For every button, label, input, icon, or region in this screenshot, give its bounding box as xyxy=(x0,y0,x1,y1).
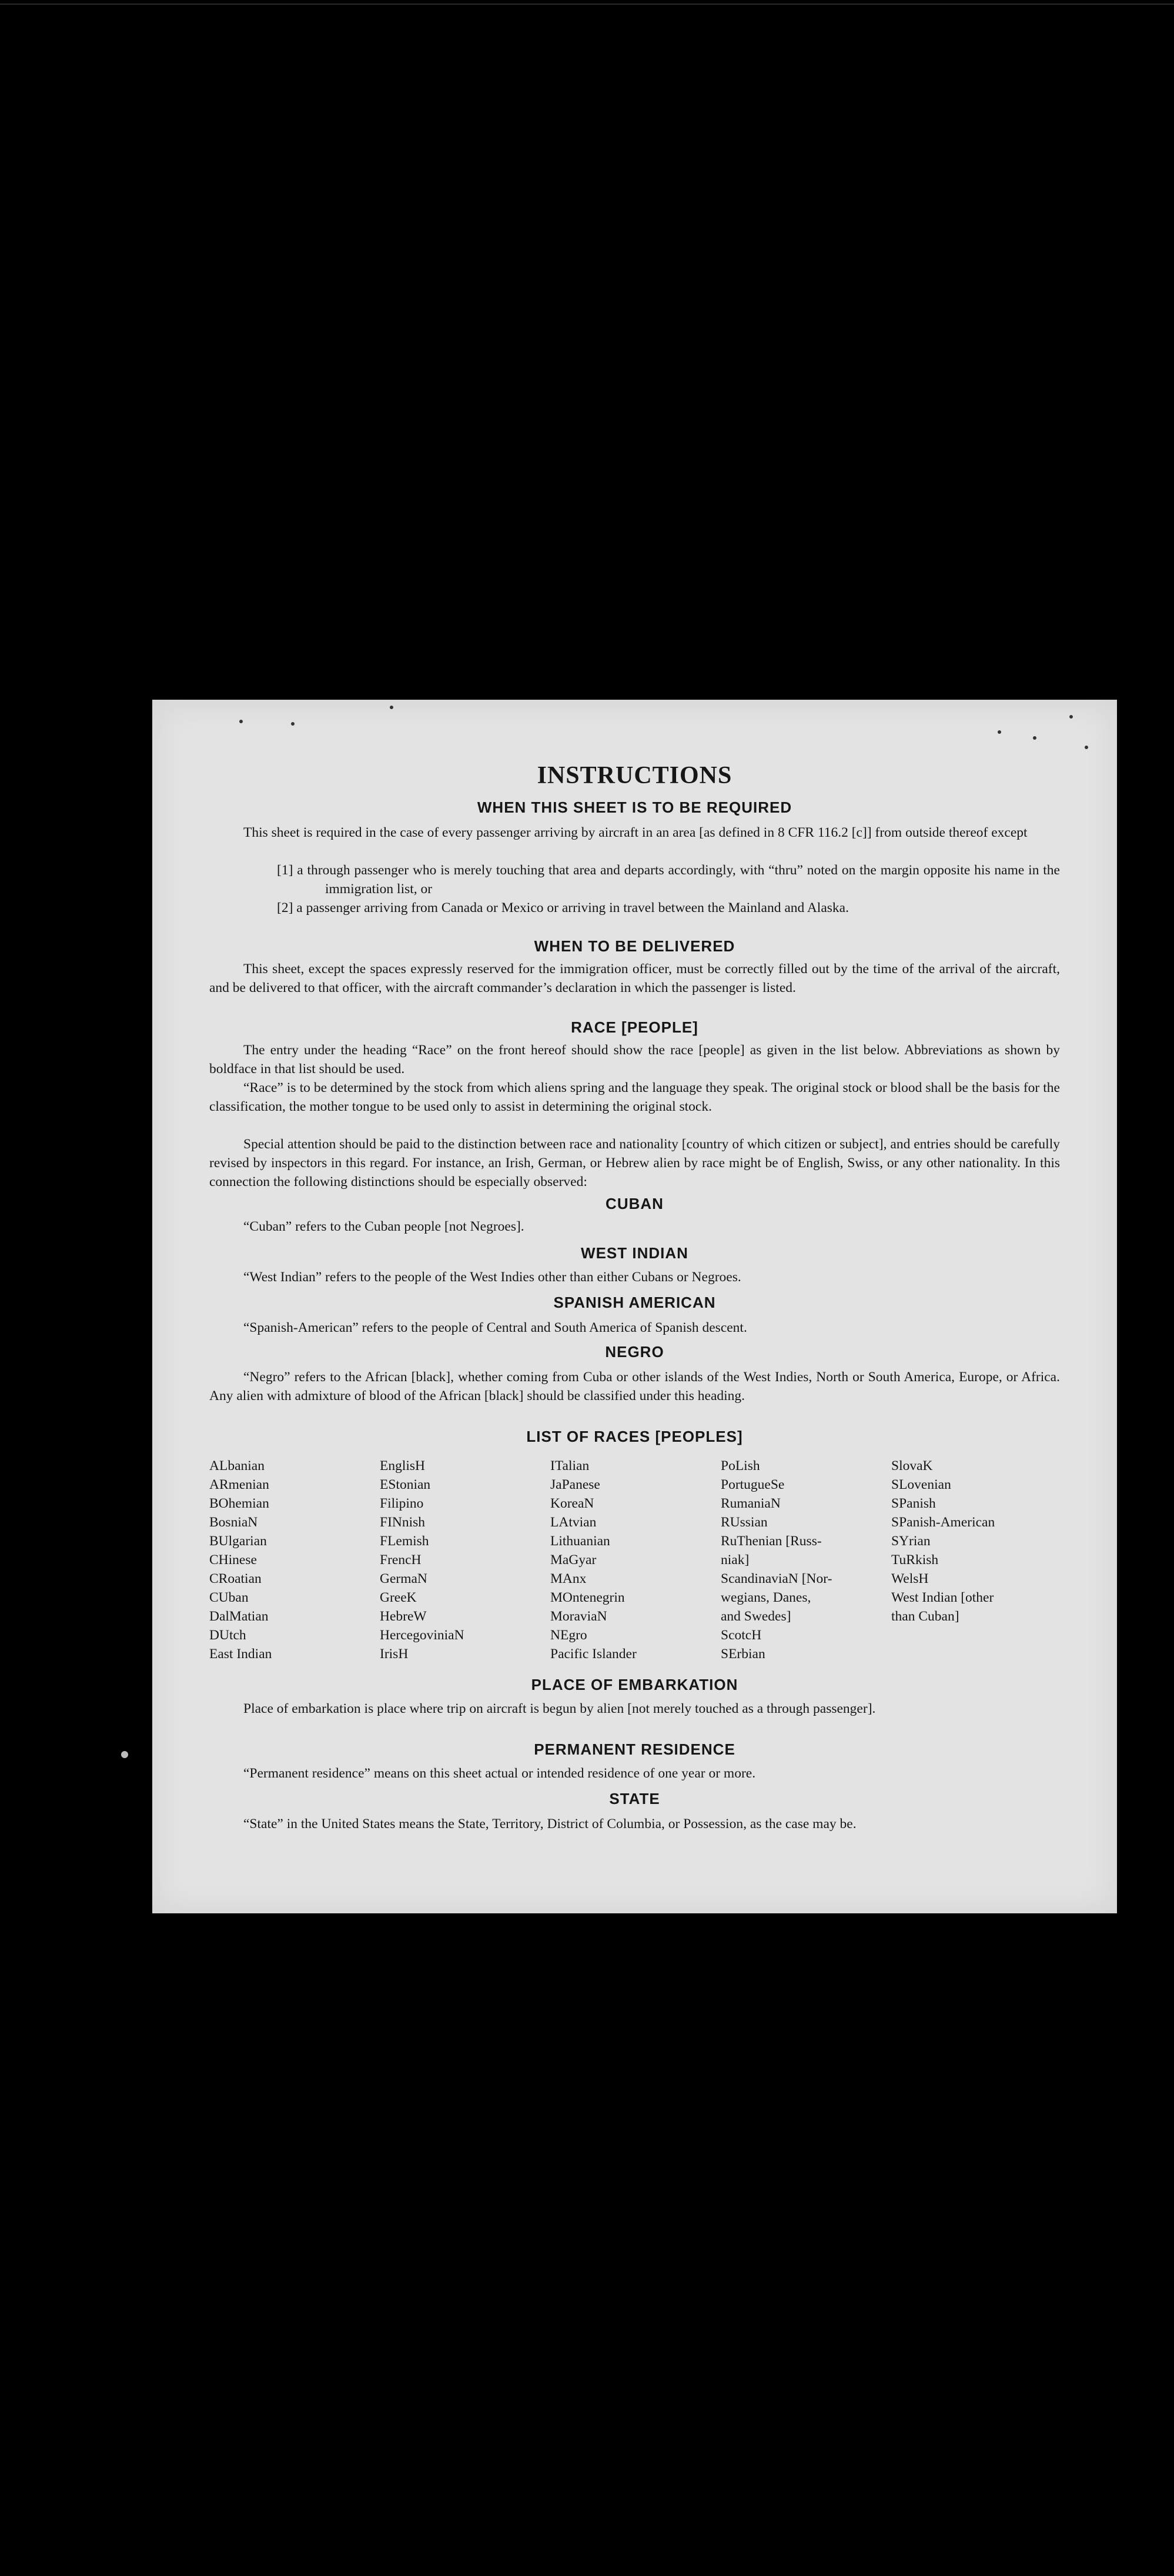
race-entry: FLemish xyxy=(380,1533,429,1549)
race-entry: Filipino xyxy=(380,1496,424,1511)
race-entry: CHinese xyxy=(209,1552,257,1568)
scan-edge-line xyxy=(0,4,1174,5)
races-column xyxy=(209,1456,380,1663)
race-entry: HercegoviniaN xyxy=(380,1628,464,1643)
race-entry: IrisH xyxy=(380,1646,409,1662)
race-entry: EnglisH xyxy=(380,1458,426,1474)
race-paragraph: Special attention should be paid to the distinction between race and nationality [country of which citizen or subject], and entries should be carefully revised by inspectors in this regard. For instance, an Irish, German, or Hebrew alien by race might be of English, Swiss, or any other nationality. In this connection the following distinctions should be especially observed: xyxy=(209,1137,1060,1190)
section-heading-race: RACE [PEOPLE] xyxy=(571,1018,698,1036)
scan-speck xyxy=(1069,715,1073,719)
race-entry: MAnx xyxy=(550,1571,587,1586)
section-heading-delivered: WHEN TO BE DELIVERED xyxy=(534,937,735,955)
race-paragraph: “Race” is to be determined by the stock from which aliens spring and the language they speak. The original stock or blood shall be the basis for the classification, the mother tongue to be used only to assist in determining the original stock. xyxy=(209,1080,1060,1114)
race-entry: LAtvian xyxy=(550,1515,597,1530)
race-entry: West Indian [other than Cuban] xyxy=(891,1590,994,1624)
race-entry: SYrian xyxy=(891,1533,931,1549)
race-entry: SPanish-American xyxy=(891,1515,995,1530)
section-heading-negro: NEGRO xyxy=(605,1343,664,1361)
negro-paragraph: “Negro” refers to the African [black], whether coming from Cuba or other islands of the West Indies, North or South America, Europe, or Africa. Any alien with admixture of blood of the African [black] should be classified under this heading. xyxy=(209,1369,1060,1404)
race-entry: RUssian xyxy=(721,1515,768,1530)
race-entry: JaPanese xyxy=(550,1477,600,1492)
race-entry: GermaN xyxy=(380,1571,427,1586)
race-entry: DalMatian xyxy=(209,1609,269,1624)
scan-speck xyxy=(239,720,243,723)
west-indian-paragraph: “West Indian” refers to the people of the West Indies other than either Cubans or Negroes. xyxy=(243,1269,741,1285)
race-entry: SLovenian xyxy=(891,1477,951,1492)
race-paragraph: The entry under the heading “Race” on the front hereof should show the race [people] as given in the list below. Abbreviations as shown by boldface in that list should be used. xyxy=(209,1043,1060,1077)
race-entry: BUlgarian xyxy=(209,1533,267,1549)
races-column xyxy=(721,1456,891,1663)
cuban-paragraph: “Cuban” refers to the Cuban people [not Negroes]. xyxy=(243,1219,524,1234)
delivered-paragraph: This sheet, except the spaces expressly reserved for the immigration officer, must be correctly filled out by the time of the arrival of the aircraft, and be delivered to that officer, with the aircraft commander’s declaration in which the passenger is listed. xyxy=(209,961,1060,995)
race-entry: CRoatian xyxy=(209,1571,262,1586)
section-heading-required: WHEN THIS SHEET IS TO BE REQUIRED xyxy=(477,798,792,816)
section-heading-spanish-american: SPANISH AMERICAN xyxy=(553,1294,716,1311)
race-entry: WelsH xyxy=(891,1571,929,1586)
exception-item: [2] a passenger arriving from Canada or Mexico or arriving in travel between the Mainland and Alaska. xyxy=(277,900,849,916)
race-entry: PoLish xyxy=(721,1458,760,1474)
race-entry: Pacific Islander xyxy=(550,1646,637,1662)
race-entry: Lithuanian xyxy=(550,1533,610,1549)
race-entry: ITalian xyxy=(550,1458,590,1474)
race-entry: BOhemian xyxy=(209,1496,269,1511)
race-entry: MOntenegrin xyxy=(550,1590,625,1605)
race-entry: ARmenian xyxy=(209,1477,269,1492)
race-entry: ScotcH xyxy=(721,1628,762,1643)
race-entry: FINnish xyxy=(380,1515,426,1530)
races-column xyxy=(891,1456,1060,1663)
race-entry: East Indian xyxy=(209,1646,272,1662)
state-paragraph: “State” in the United States means the State, Territory, District of Columbia, or Possession, as the case may be. xyxy=(243,1816,857,1832)
race-entry: DUtch xyxy=(209,1628,246,1643)
required-paragraph: This sheet is required in the case of every passenger arriving by aircraft in an area [as defined in 8 CFR 116.2 [c]] from outside thereof except xyxy=(243,825,1028,840)
race-entry: EStonian xyxy=(380,1477,431,1492)
race-entry: TuRkish xyxy=(891,1552,939,1568)
race-entry: RuThenian [Russ- niak] xyxy=(721,1533,822,1568)
section-heading-embarkation: PLACE OF EMBARKATION xyxy=(531,1676,738,1693)
section-heading-west-indian: WEST INDIAN xyxy=(581,1244,688,1262)
races-column xyxy=(380,1456,550,1663)
race-entry: GreeK xyxy=(380,1590,417,1605)
scan-speck xyxy=(390,706,393,709)
section-heading-residence: PERMANENT RESIDENCE xyxy=(534,1740,735,1758)
scan-speck xyxy=(1033,736,1036,740)
race-entry: BosniaN xyxy=(209,1515,258,1530)
exception-item: [1] a through passenger who is merely touching that area and departs accordingly, with “thru” noted on the margin opposite his name in the immigration list, or xyxy=(277,863,1060,897)
race-entry: MoraviaN xyxy=(550,1609,607,1624)
race-entry: SlovaK xyxy=(891,1458,933,1474)
race-entry: SErbian xyxy=(721,1646,765,1662)
race-entry: RumaniaN xyxy=(721,1496,781,1511)
race-entry: MaGyar xyxy=(550,1552,597,1568)
section-heading-state: STATE xyxy=(609,1790,660,1807)
race-entry: ALbanian xyxy=(209,1458,265,1474)
race-entry: NEgro xyxy=(550,1628,587,1643)
residence-paragraph: “Permanent residence” means on this sheet actual or intended residence of one year or more. xyxy=(243,1766,756,1781)
race-entry: ScandinaviaN [Nor- wegians, Danes, and Swedes] xyxy=(721,1571,832,1624)
race-entry: HebreW xyxy=(380,1609,427,1624)
race-entry: FrencH xyxy=(380,1552,422,1568)
embarkation-paragraph: Place of embarkation is place where trip on aircraft is begun by alien [not merely touched as a through passenger]. xyxy=(243,1701,876,1716)
races-table xyxy=(209,1456,1060,1663)
race-entry: PortugueSe xyxy=(721,1477,785,1492)
scan-speck xyxy=(121,1751,128,1758)
race-entry: KoreaN xyxy=(550,1496,594,1511)
page-title: INSTRUCTIONS xyxy=(537,762,733,789)
spanish-american-paragraph: “Spanish-American” refers to the people of Central and South America of Spanish descent. xyxy=(243,1320,747,1335)
scan-speck xyxy=(291,722,295,726)
races-column xyxy=(550,1456,721,1663)
section-heading-list-of-races: LIST OF RACES [PEOPLES] xyxy=(526,1428,743,1445)
scan-speck xyxy=(1085,746,1088,749)
section-heading-cuban: CUBAN xyxy=(606,1195,664,1212)
instruction-sheet xyxy=(152,700,1117,1913)
race-entry: SPanish xyxy=(891,1496,936,1511)
scan-speck xyxy=(998,730,1001,734)
race-entry: CUban xyxy=(209,1590,249,1605)
